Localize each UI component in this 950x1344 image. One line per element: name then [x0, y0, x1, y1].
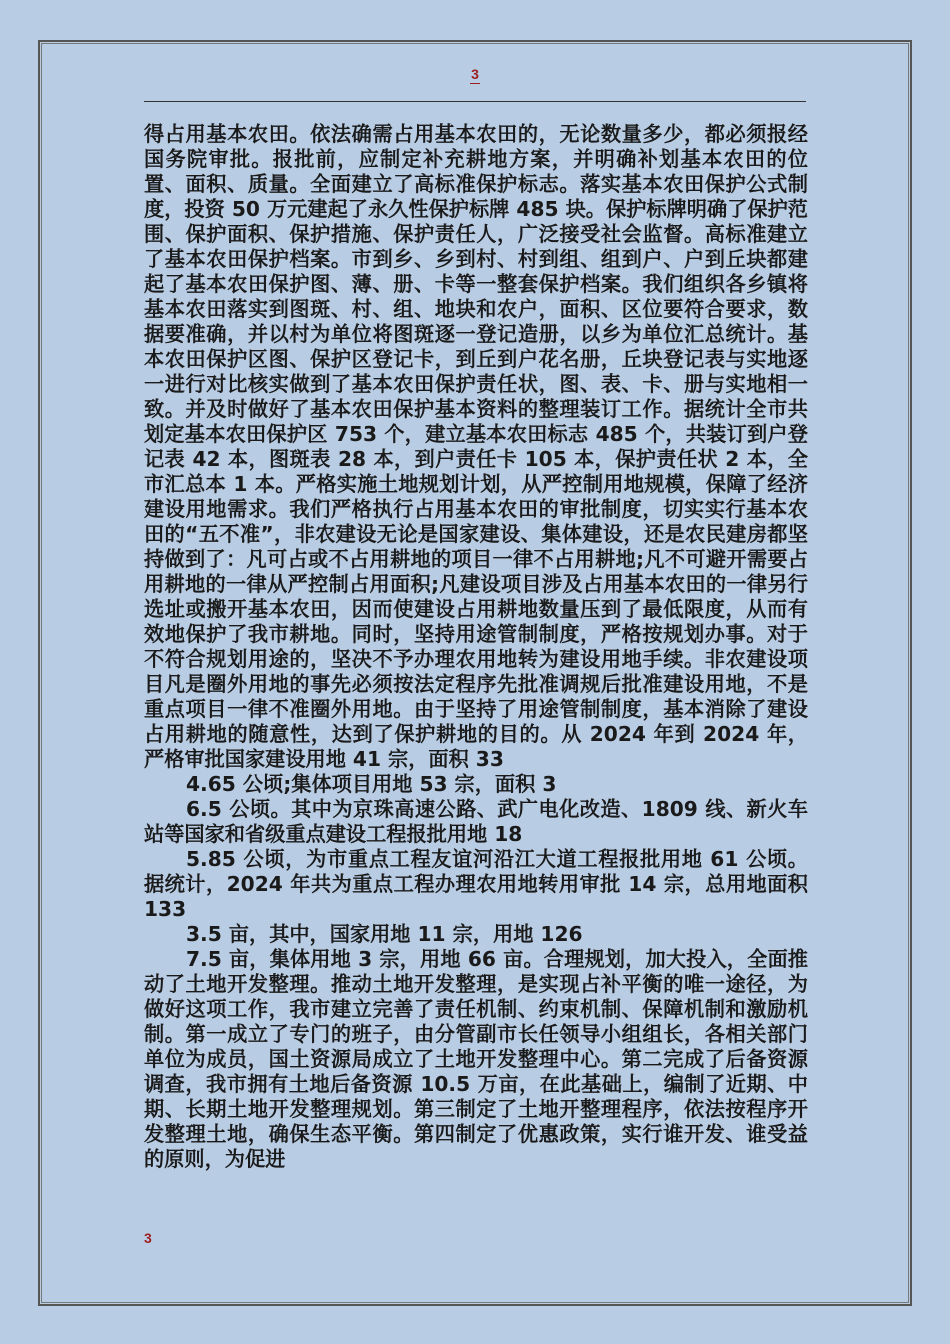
paragraph: 3.5 亩，其中，国家用地 11 宗，用地 126 [186, 922, 583, 946]
paragraph: 得占用基本农田。依法确需占用基本农田的，无论数量多少，都必须报经国务院审批。报批前，应制定补充耕地方案，并明确补划基本农田的位置、面积、质量。全面建立了高标准保护标志。落实基本农田保护公式制度，投资 50 万元建起了永久性保护标牌 485 块。保护标牌明确了保护范围、保护面积、保护措施、保护责任人，广泛接受社会监督。高标准建立了基本农田保护档案。市到乡、乡到村、村到组、组到户、户到丘块都建起了基本农田保护图、薄、册、卡等一整套保护档案。我们组织各乡镇将基本农田落实到图斑、村、组、地块和农户，面积、区位要符合要求，数据要准确，并以村为单位将图斑逐一登记造册，以乡为单位汇总统计。基本农田保护区图、保护区登记卡，到丘到户花名册，丘块登记表与实地逐一进行对比核实做到了基本农田保护责任状，图、表、卡、册与实地相一致。并及时做好了基本农田保护基本资料的整理装订工作。据统计全市共划定基本农田保护区 753 个，建立基本农田标志 485 个，共装订到户登记表 42 本，图斑表 28 本，到户责任卡 105 本，保护责任状 2 本，全市汇总本 1 本。严格实施土地规划计划，从严控制用地规模，保障了经济建设用地需求。我们严格执行占用基本农田的审批制度，切实实行基本农田的“五不准”，非农建设无论是国家建设、集体建设，还是农民建房都坚持做到了：凡可占或不占用耕地的项目一律不占用耕地;凡不可避开需要占用耕地的一律从严控制占用面积;凡建设项目涉及占用基本农田的一律另行选址或搬开基本农田，因而使建设占用耕地数量压到了最低限度，从而有效地保护了我市耕地。同时，坚持用途管制制度，严格按规划办事。对于不符合规划用途的，坚决不予办理农用地转为建设用地手续。非农建设项目凡是圈外用地的事先必须按法定程序先批准调规后批准建设用地，不是重点项目一律不准圈外用地。由于坚持了用途管制制度，基本消除了建设占用耕地的随意性，达到了保护耕地的目的。从 2024 年到 2024 年，严格审批国家建设用地 41 宗，面积 33 [144, 122, 808, 771]
footer-page-number: 3 [144, 1230, 152, 1246]
header-page-number: 3 [465, 66, 485, 84]
document-body [144, 122, 808, 1172]
paragraph: 4.65 公顷;集体项目用地 53 宗，面积 3 [186, 772, 557, 796]
paragraph: 7.5 亩，集体用地 3 宗，用地 66 亩。合理规划，加大投入，全面推动了土地开发整理。推动土地开发整理，是实现占补平衡的唯一途径，为做好这项工作，我市建立完善了责任机制、约束机制、保障机制和激励机制。第一成立了专门的班子，由分管副市长任领导小组组长，各相关部门单位为成员，国土资源局成立了土地开发整理中心。第二完成了后备资源调查，我市拥有土地后备资源 10.5 万亩，在此基础上，编制了近期、中期、长期土地开发整理规划。第三制定了土地开整理程序，依法按程序开发整理土地，确保生态平衡。第四制定了优惠政策，实行谁开发、谁受益的原则，为促进 [144, 947, 808, 1171]
paragraph: 6.5 公顷。其中为京珠高速公路、武广电化改造、1809 线、新火车站等国家和省级重点建设工程报批用地 18 [144, 797, 808, 846]
paragraph: 5.85 公顷，为市重点工程友谊河沿江大道工程报批用地 61 公顷。据统计，2024 年共为重点工程办理农用地转用审批 14 宗，总用地面积 133 [144, 847, 808, 921]
header-divider [144, 101, 806, 102]
